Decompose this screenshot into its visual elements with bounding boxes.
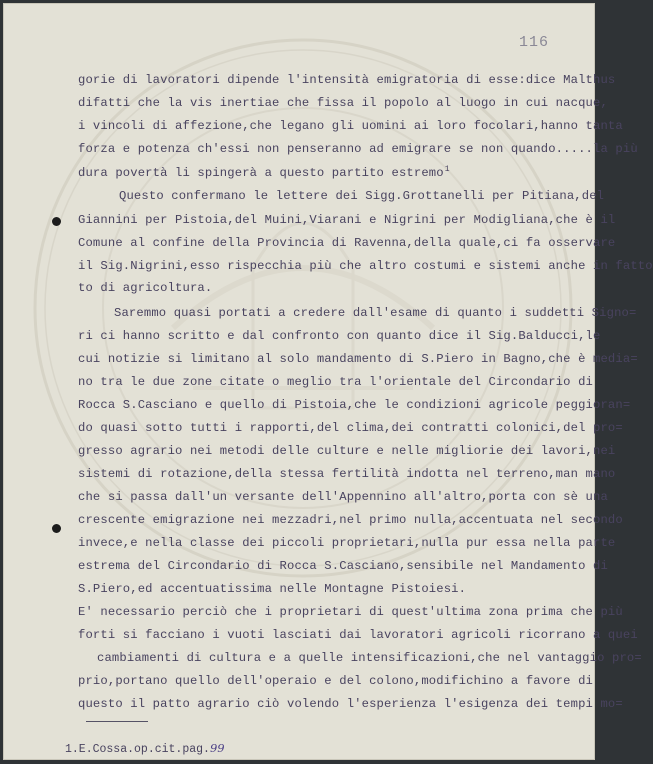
text-line-10: to di agricoltura. — [78, 281, 213, 295]
text-line-21: invece,e nella classe dei piccoli proprietari,nulla pur essa nella parte — [78, 536, 616, 550]
text-line-1: gorie di lavoratori dipende l'intensità emigratoria di esse:dice Malthus — [78, 73, 616, 87]
text-line-2: difatti che la vis inertiae che fissa il popolo al luogo in cui nacque, — [78, 96, 608, 110]
footnote-marker: 1 — [444, 165, 450, 174]
text-line-18: sistemi di rotazione,della stessa fertilità indotta nel terreno,man mano — [78, 467, 616, 481]
text-line-25: forti si facciano i vuoti lasciati dai lavoratori agricoli ricorrano a quei — [78, 628, 638, 642]
text-line-23: S.Piero,ed accentuatissima nelle Montagne Pistoiesi. — [78, 582, 467, 596]
text-line-27: prio,portano quello dell'operaio e del colono,modifichino a favore di — [78, 674, 593, 688]
text-line-6: Questo confermano le lettere dei Sigg.Grottanelli per Pitiana,del — [119, 189, 605, 203]
text-line-3: i vincoli di affezione,che legano gli uomini ai loro focolari,hanno tanta — [78, 119, 623, 133]
text-line-16: do quasi sotto tutti i rapporti,del clima,dei contratti colonici,del pro= — [78, 421, 623, 435]
text-line-13: cui notizie si limitano al solo mandamento di S.Piero in Bagno,che è media= — [78, 352, 638, 366]
text-line-15: Rocca S.Casciano e quello di Pistoia,che le condizioni agricole peggioran= — [78, 398, 631, 412]
text-line-28: questo il patto agrario ciò volendo l'esperienza l'esigenza dei tempi mo= — [78, 697, 623, 711]
footnote-rule — [86, 721, 148, 722]
footnote-text: 1.E.Cossa.op.cit.pag. — [65, 743, 210, 756]
punch-hole-top — [52, 217, 61, 226]
text-line-4: forza e potenza ch'essi non penseranno ad emigrare se non quando.....la più — [78, 142, 638, 156]
page-number: 116 — [519, 34, 550, 51]
text-line-17: gresso agrario nei metodi delle culture e nelle migliorie dei lavori,nei — [78, 444, 616, 458]
text-line-14: no tra le due zone citate o meglio tra l'orientale del Circondario di — [78, 375, 593, 389]
punch-hole-bottom — [52, 524, 61, 533]
text-line-12: ri ci hanno scritto e dal confronto con quanto dice il Sig.Balducci,le — [78, 329, 601, 343]
text-line-11: Saremmo quasi portati a credere dall'esame di quanto i suddetti Signo= — [114, 306, 637, 320]
text-line-7: Giannini per Pistoia,del Muini,Viarani e Nigrini per Modigliana,che è il — [78, 213, 616, 227]
text-line-19: che si passa dall'un versante dell'Appennino all'altro,porta con sè una — [78, 490, 608, 504]
text-line-8: Comune al confine della Provincia di Ravenna,della quale,ci fa osservare — [78, 236, 616, 250]
footnote — [65, 741, 225, 756]
footnote-handwritten-page: 99 — [209, 741, 225, 755]
document-page — [3, 3, 653, 760]
text-line-9: il Sig.Nigrini,esso rispecchia più che altro costumi e sistemi anche in fatto — [78, 259, 653, 273]
text-line-20: crescente emigrazione nei mezzadri,nel primo nulla,accentuata nel secondo — [78, 513, 623, 527]
text-line-26: cambiamenti di cultura e a quelle intensificazioni,che nel vantaggio pro= — [97, 651, 642, 665]
text-line-5-body: dura povertà li spingerà a questo partito estremo — [78, 166, 444, 180]
text-line-24: E' necessario perciò che i proprietari di quest'ultima zona prima che più — [78, 605, 623, 619]
text-line-22: estrema del Circondario di Rocca S.Casciano,sensibile nel Mandamento di — [78, 559, 608, 573]
text-line-5 — [78, 165, 450, 180]
